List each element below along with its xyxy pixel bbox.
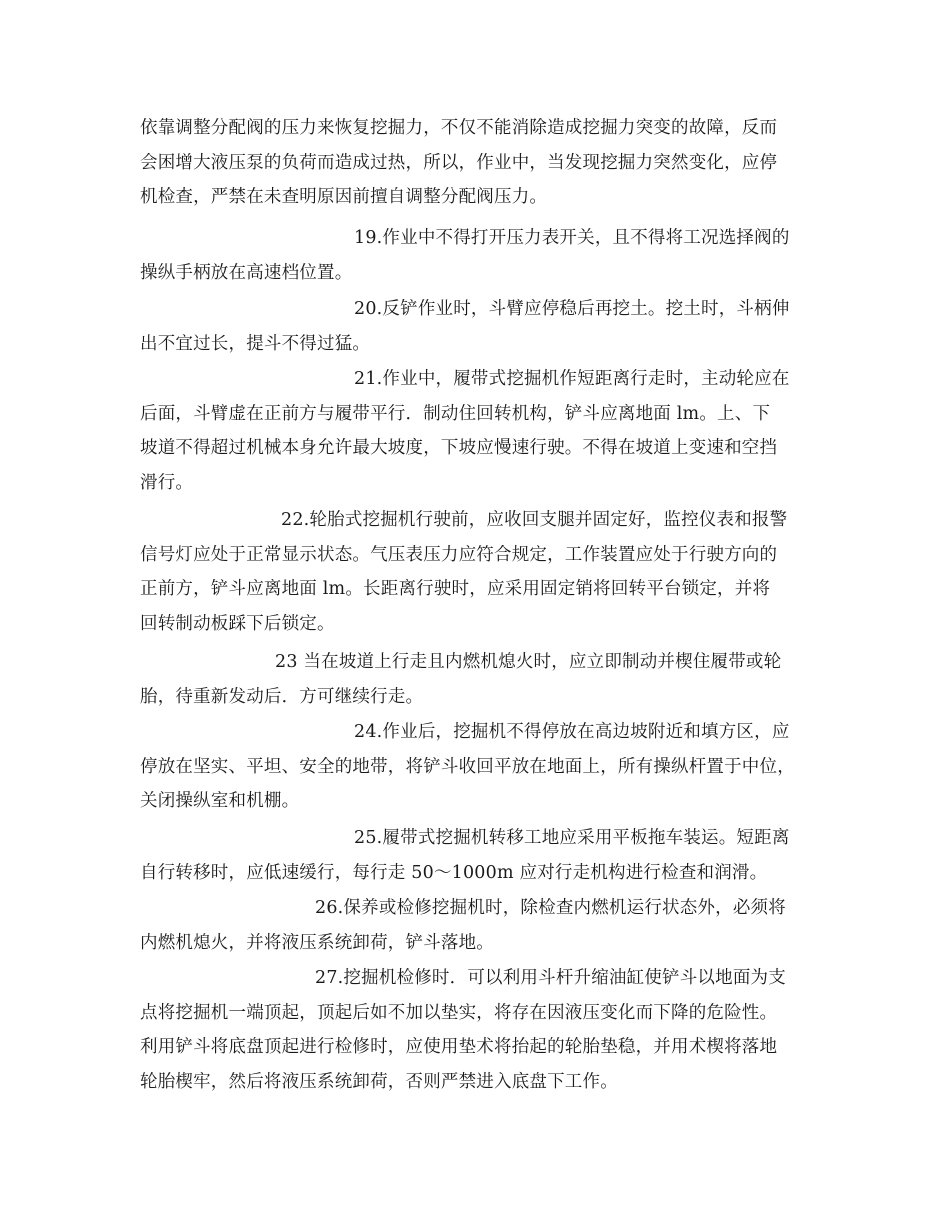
text-line: 后面，斗臂虚在正前方与履带平行．制动住回转机构，铲斗应离地面 lm。上、下 xyxy=(140,403,771,424)
paragraph-item-22 xyxy=(140,503,820,641)
paragraph-item-27 xyxy=(140,961,820,1099)
text-line: 操纵手柄放在高速档位置。 xyxy=(140,262,353,283)
text-line: 滑行。 xyxy=(140,472,194,493)
text-line: 信号灯应处于正常显示状态。气压表压力应符合规定，工作装置应处于行驶方向的 xyxy=(140,544,778,565)
text-line: 坡道不得超过机械本身允许最大坡度，下坡应慢速行驶。不得在坡道上变速和空挡 xyxy=(140,438,778,458)
paragraph-item-19 xyxy=(140,221,820,290)
paragraph-item-21 xyxy=(140,362,820,500)
text-line: 正前方，铲斗应离地面 lm。长距离行驶时，应采用固定销将回转平台锁定，并将 xyxy=(140,579,771,599)
text-line: 关闭操纵室和机棚。 xyxy=(140,791,300,811)
text-line: 会困增大液压泵的负荷而造成过热，所以，作业中，当发现挖掘力突然变化，应停 xyxy=(140,152,778,173)
text-line: 23 当在坡道上行走且内燃机熄火时，应立即制动并楔住履带或轮 xyxy=(275,652,782,672)
paragraph-item-26 xyxy=(140,891,820,960)
text-line: 利用铲斗将底盘顶起进行检修时，应使用垫术将抬起的轮胎垫稳，并用术楔将落地 xyxy=(140,1037,778,1057)
text-line: 回转制动板踩下后锁定。 xyxy=(140,613,335,634)
text-line: 机检查，严禁在未查明原因前擅自调整分配阀压力。 xyxy=(140,187,548,207)
text-line: 内燃机熄火，并将液压系统卸荷，铲斗落地。 xyxy=(140,932,494,953)
paragraph-continuation xyxy=(140,111,820,215)
paragraph-item-24 xyxy=(140,715,820,819)
text-line: 20.反铲作业时，斗臂应停稳后再挖土。挖土时，斗柄伸 xyxy=(354,299,790,319)
text-line: 停放在坚实、平坦、安全的地带，将铲斗收回平放在地面上，所有操纵杆置于中位， xyxy=(140,756,795,777)
text-line: 轮胎楔牢，然后将液压系统卸荷，否则严禁进入底盘下工作。 xyxy=(140,1071,618,1092)
paragraph-item-20 xyxy=(140,292,820,361)
paragraph-item-25 xyxy=(140,821,820,890)
text-line: 25.履带式挖掘机转移工地应采用平板拖车装运。短距离 xyxy=(354,828,790,848)
text-line: 26.保养或检修挖掘机时，除检查内燃机运行状态外，必须将 xyxy=(315,898,786,918)
text-line: 自行转移时，应低速缓行，每行走 50～1000m 应对行走机构进行检查和润滑。 xyxy=(140,862,768,883)
text-line: 24.作业后，挖掘机不得停放在高边坡附近和填方区，应 xyxy=(354,722,790,742)
text-line: 27.挖掘机检修时．可以利用斗杆升缩油缸使铲斗以地面为支 xyxy=(315,968,786,988)
paragraph-item-23 xyxy=(140,645,820,714)
text-line: 依靠调整分配阀的压力来恢复挖掘力，不仅不能消除造成挖掘力突变的故障，反而 xyxy=(140,118,778,138)
text-line: 出不宜过长，提斗不得过猛。 xyxy=(140,333,371,354)
text-line: 22.轮胎式挖掘机行驶前，应收回支腿并固定好，监控仪表和报警 xyxy=(281,510,788,530)
text-line: 点将挖掘机一端顶起，顶起后如不加以垫实，将存在因液压变化而下降的危险性。 xyxy=(140,1002,778,1023)
text-line: 胎，待重新发动后．方可继续行走。 xyxy=(140,686,424,707)
text-line: 21.作业中，履带式挖掘机作短距离行走时，主动轮应在 xyxy=(354,369,790,389)
text-line: 19.作业中不得打开压力表开关，且不得将工况选择阀的 xyxy=(354,228,790,248)
